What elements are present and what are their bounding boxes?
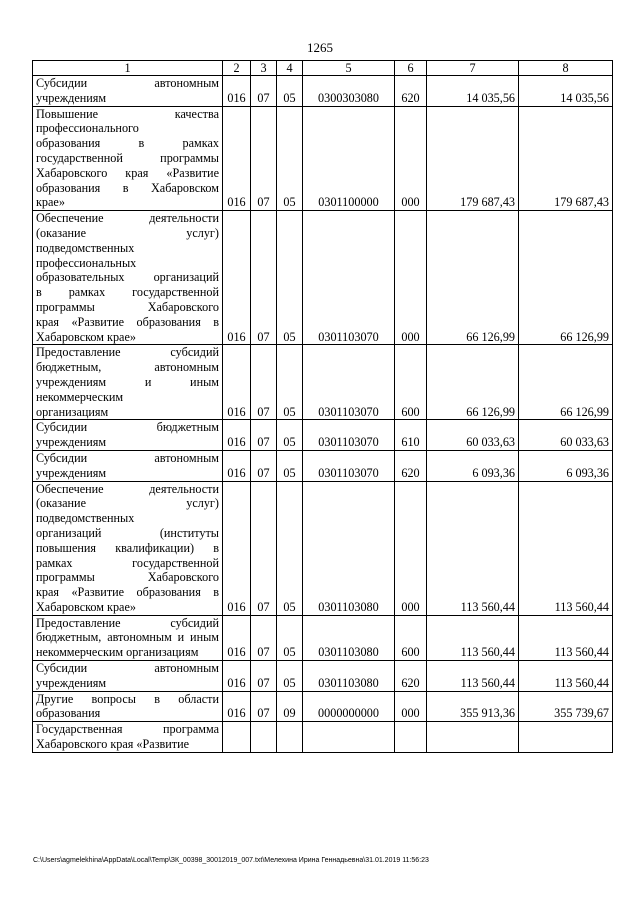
expense-type-cell: 000: [395, 691, 427, 722]
col-header-4: 4: [277, 61, 303, 76]
amount-2021-cell: 355 739,67: [519, 691, 613, 722]
file-path-footer: C:\Users\agmelekhina\AppData\Local\Temp\ЗК_00398_30012019_007.txt\Мелехина Ирина Геннадьевна\31.01.2019 11:56:23: [33, 857, 429, 864]
razdel-cell: 07: [251, 450, 277, 481]
razdel-cell: [251, 722, 277, 753]
row-name-cell: Субсидии бюджетным учреждениям: [33, 420, 223, 451]
table-row: [33, 345, 613, 420]
page-number: 1265: [307, 40, 333, 55]
razdel-cell: 07: [251, 211, 277, 345]
target-article-cell: 0301100000: [303, 106, 395, 211]
row-name-cell: Субсидии автономным учреждениям: [33, 76, 223, 107]
podrazdel-cell: 05: [277, 76, 303, 107]
razdel-cell: 07: [251, 345, 277, 420]
glava-cell: [223, 722, 251, 753]
expense-type-cell: 600: [395, 345, 427, 420]
amount-2021-cell: 113 560,44: [519, 481, 613, 615]
glava-cell: 016: [223, 691, 251, 722]
target-article-cell: 0301103080: [303, 661, 395, 692]
podrazdel-cell: 05: [277, 211, 303, 345]
expense-type-cell: [395, 722, 427, 753]
header-row: [33, 61, 613, 76]
razdel-cell: 07: [251, 481, 277, 615]
amount-2020-cell: 179 687,43: [427, 106, 519, 211]
podrazdel-cell: [277, 722, 303, 753]
table-row: [33, 106, 613, 211]
glava-cell: 016: [223, 76, 251, 107]
glava-cell: 016: [223, 481, 251, 615]
podrazdel-cell: 05: [277, 615, 303, 660]
razdel-cell: 07: [251, 76, 277, 107]
target-article-cell: 0301103080: [303, 615, 395, 660]
target-article-cell: 0301103080: [303, 481, 395, 615]
expense-type-cell: 000: [395, 106, 427, 211]
row-name-cell: Другие вопросы в области образования: [33, 691, 223, 722]
amount-2020-cell: 6 093,36: [427, 450, 519, 481]
amount-2021-cell: 66 126,99: [519, 345, 613, 420]
glava-cell: 016: [223, 106, 251, 211]
amount-2021-cell: 14 035,56: [519, 76, 613, 107]
row-name-cell: Предоставление субсидий бюджетным, автономным учреждениям и иным некоммерческим организациям: [33, 345, 223, 420]
expense-type-cell: 610: [395, 420, 427, 451]
amount-2020-cell: [427, 722, 519, 753]
col-header-6: 6: [395, 61, 427, 76]
table-row: [33, 450, 613, 481]
glava-cell: 016: [223, 615, 251, 660]
amount-2020-cell: 66 126,99: [427, 345, 519, 420]
glava-cell: 016: [223, 420, 251, 451]
table-row: [33, 211, 613, 345]
amount-2021-cell: 179 687,43: [519, 106, 613, 211]
podrazdel-cell: 05: [277, 481, 303, 615]
expense-type-cell: 620: [395, 450, 427, 481]
target-article-cell: 0301103070: [303, 420, 395, 451]
col-header-1: 1: [33, 61, 223, 76]
razdel-cell: 07: [251, 615, 277, 660]
row-name-cell: Государственная программа Хабаровского края «Развитие: [33, 722, 223, 753]
target-article-cell: 0301103070: [303, 450, 395, 481]
amount-2020-cell: 14 035,56: [427, 76, 519, 107]
amount-2021-cell: 6 093,36: [519, 450, 613, 481]
expense-type-cell: 000: [395, 211, 427, 345]
target-article-cell: 0301103070: [303, 211, 395, 345]
row-name-cell: Субсидии автономным учреждениям: [33, 450, 223, 481]
amount-2020-cell: 60 033,63: [427, 420, 519, 451]
table-row: [33, 481, 613, 615]
target-article-cell: [303, 722, 395, 753]
col-header-8: 8: [519, 61, 613, 76]
podrazdel-cell: 05: [277, 106, 303, 211]
glava-cell: 016: [223, 661, 251, 692]
amount-2020-cell: 355 913,36: [427, 691, 519, 722]
podrazdel-cell: 05: [277, 420, 303, 451]
col-header-5: 5: [303, 61, 395, 76]
budget-table: [32, 60, 613, 753]
glava-cell: 016: [223, 211, 251, 345]
amount-2021-cell: 113 560,44: [519, 661, 613, 692]
target-article-cell: 0000000000: [303, 691, 395, 722]
amount-2021-cell: 60 033,63: [519, 420, 613, 451]
table-row: [33, 661, 613, 692]
col-header-3: 3: [251, 61, 277, 76]
table-row: [33, 76, 613, 107]
glava-cell: 016: [223, 345, 251, 420]
row-name-cell: Предоставление субсидий бюджетным, автономным и иным некоммерческим организациям: [33, 615, 223, 660]
expense-type-cell: 000: [395, 481, 427, 615]
table-row: [33, 722, 613, 753]
amount-2020-cell: 66 126,99: [427, 211, 519, 345]
expense-type-cell: 600: [395, 615, 427, 660]
table-row: [33, 420, 613, 451]
target-article-cell: 0300303080: [303, 76, 395, 107]
razdel-cell: 07: [251, 420, 277, 451]
glava-cell: 016: [223, 450, 251, 481]
amount-2020-cell: 113 560,44: [427, 615, 519, 660]
table-row: [33, 615, 613, 660]
amount-2020-cell: 113 560,44: [427, 661, 519, 692]
razdel-cell: 07: [251, 661, 277, 692]
podrazdel-cell: 09: [277, 691, 303, 722]
table-row: [33, 691, 613, 722]
row-name-cell: Субсидии автономным учреждениям: [33, 661, 223, 692]
amount-2020-cell: 113 560,44: [427, 481, 519, 615]
target-article-cell: 0301103070: [303, 345, 395, 420]
col-header-2: 2: [223, 61, 251, 76]
row-name-cell: Повышение качества профессионального образования в рамках государственной программы Хабаровского края «Развитие образования в Хабаровском крае»: [33, 106, 223, 211]
table-body: [33, 76, 613, 753]
podrazdel-cell: 05: [277, 661, 303, 692]
podrazdel-cell: 05: [277, 450, 303, 481]
col-header-7: 7: [427, 61, 519, 76]
expense-type-cell: 620: [395, 76, 427, 107]
podrazdel-cell: 05: [277, 345, 303, 420]
row-name-cell: Обеспечение деятельности (оказание услуг) подведомственных профессиональных образовательных организаций в рамках государственной программы Хабаровского края «Развитие образования в Хабаровском крае»: [33, 211, 223, 345]
expense-type-cell: 620: [395, 661, 427, 692]
amount-2021-cell: [519, 722, 613, 753]
amount-2021-cell: 66 126,99: [519, 211, 613, 345]
razdel-cell: 07: [251, 691, 277, 722]
amount-2021-cell: 113 560,44: [519, 615, 613, 660]
row-name-cell: Обеспечение деятельности (оказание услуг) подведомственных организаций (институты повышения квалификации) в рамках государственной программы Хабаровского края «Развитие образования в Хабаровском крае»: [33, 481, 223, 615]
razdel-cell: 07: [251, 106, 277, 211]
